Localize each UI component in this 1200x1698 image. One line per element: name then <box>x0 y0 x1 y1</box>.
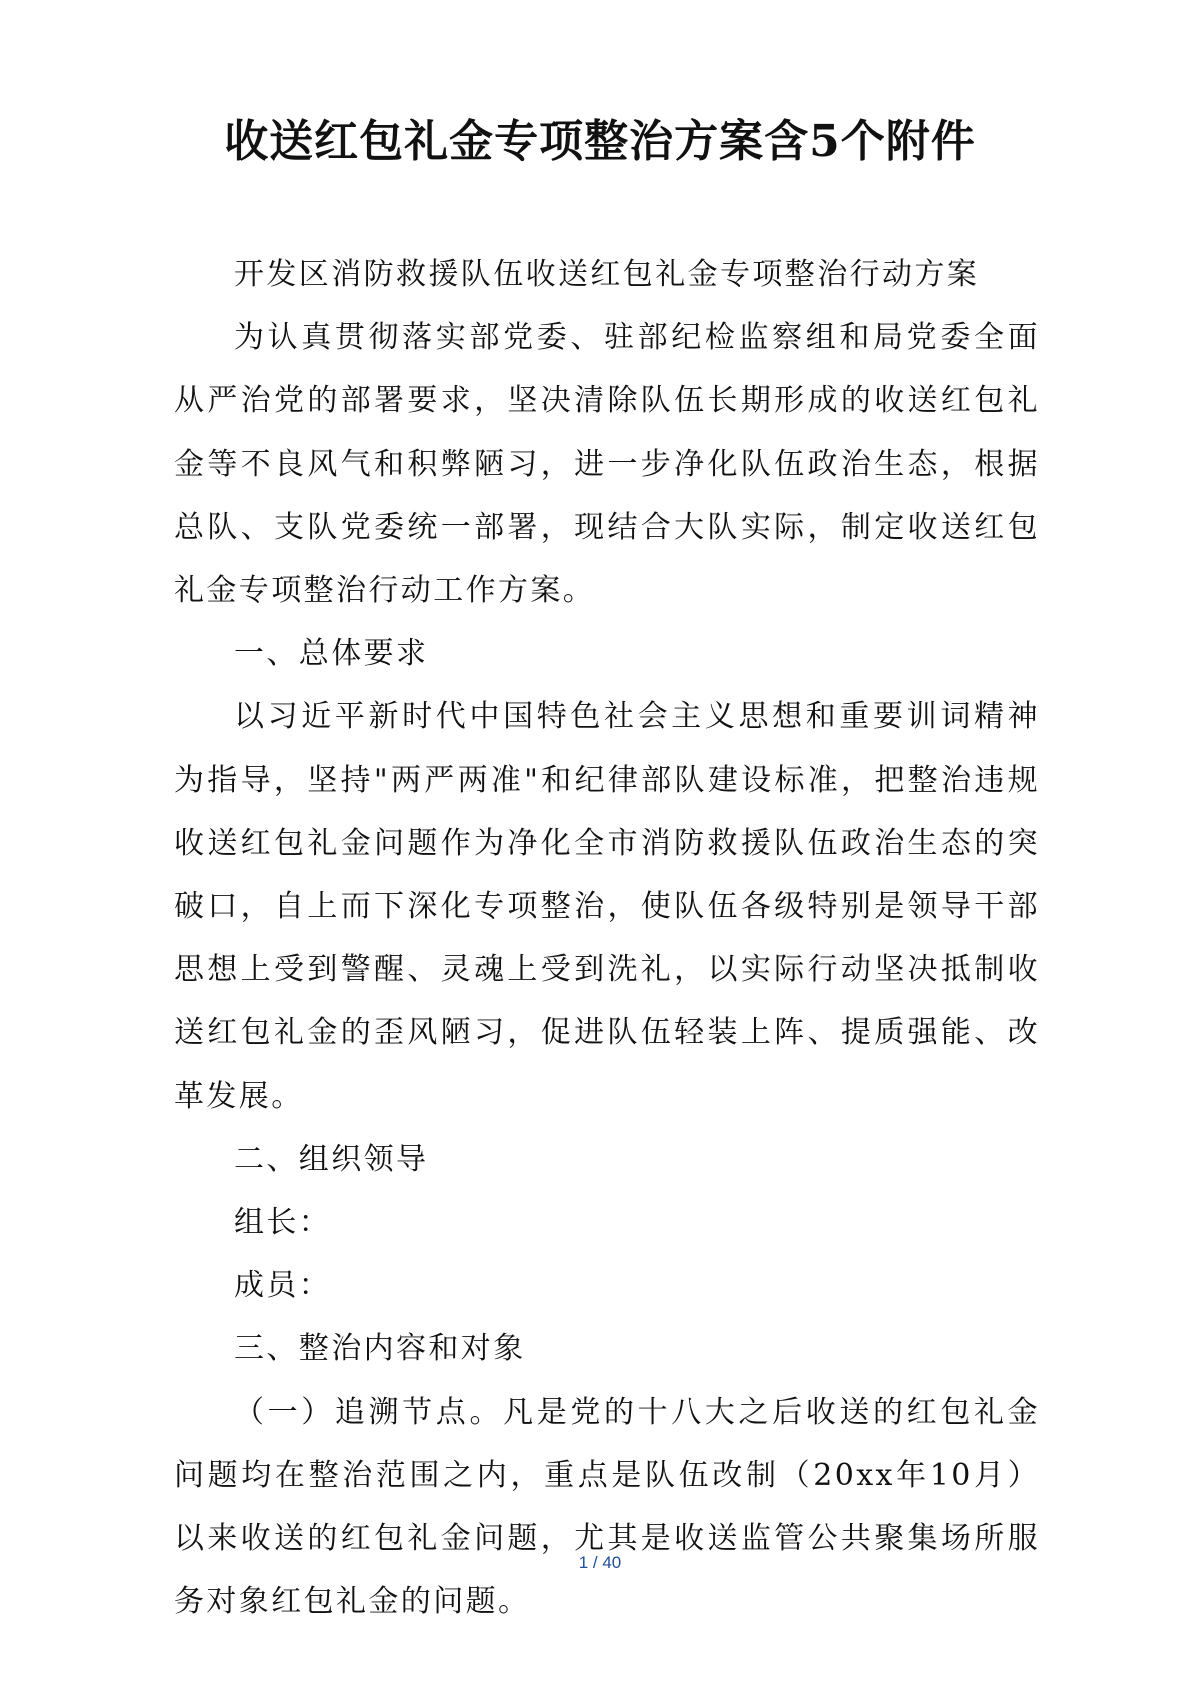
document-body <box>174 243 1040 1633</box>
paragraph-subtitle: 开发区消防救援队伍收送红包礼金专项整治行动方案 <box>234 257 980 292</box>
heading-general-requirements: 一、总体要求 <box>234 636 429 672</box>
paragraph-leader: 组长： <box>234 1205 332 1241</box>
paragraph-trace-node: （一）追溯节点。凡是党的十八大之后收送的红包礼金问题均在整治范围之内，重点是队伍改制（20xx年10月）以来收送的红包礼金问题，尤其是收送监管公共聚集场所服务对象红包礼金的问题。 <box>174 1394 1040 1620</box>
document-title: 收送红包礼金专项整治方案含5个附件 <box>224 116 976 167</box>
paragraph-members: 成员： <box>234 1268 332 1304</box>
paragraph-intro: 为认真贯彻落实部党委、驻部纪检监察组和局党委全面从严治党的部署要求，坚决清除队伍长期形成的收送红包礼金等不良风气和积弊陋习，进一步净化队伍政治生态，根据总队、支队党委统一部署，现结合大队实际，制定收送红包礼金专项整治行动工作方案。 <box>174 320 1040 609</box>
heading-organization: 二、组织领导 <box>234 1141 429 1177</box>
heading-content-and-targets: 三、整治内容和对象 <box>234 1331 526 1367</box>
paragraph-general-requirements: 以习近平新时代中国特色社会主义思想和重要训词精神为指导，坚持"两严两准"和纪律部队建设标准，把整治违规收送红包礼金问题作为净化全市消防救援队伍政治生态的突破口，自上而下深化专项整治，使队伍各级特别是领导干部思想上受到警醒、灵魂上受到洗礼，以实际行动坚决抵制收送红包礼金的歪风陋习，促进队伍轻装上阵、提质强能、改革发展。 <box>174 699 1040 1114</box>
page-number: 1 / 40 <box>578 1553 622 1572</box>
